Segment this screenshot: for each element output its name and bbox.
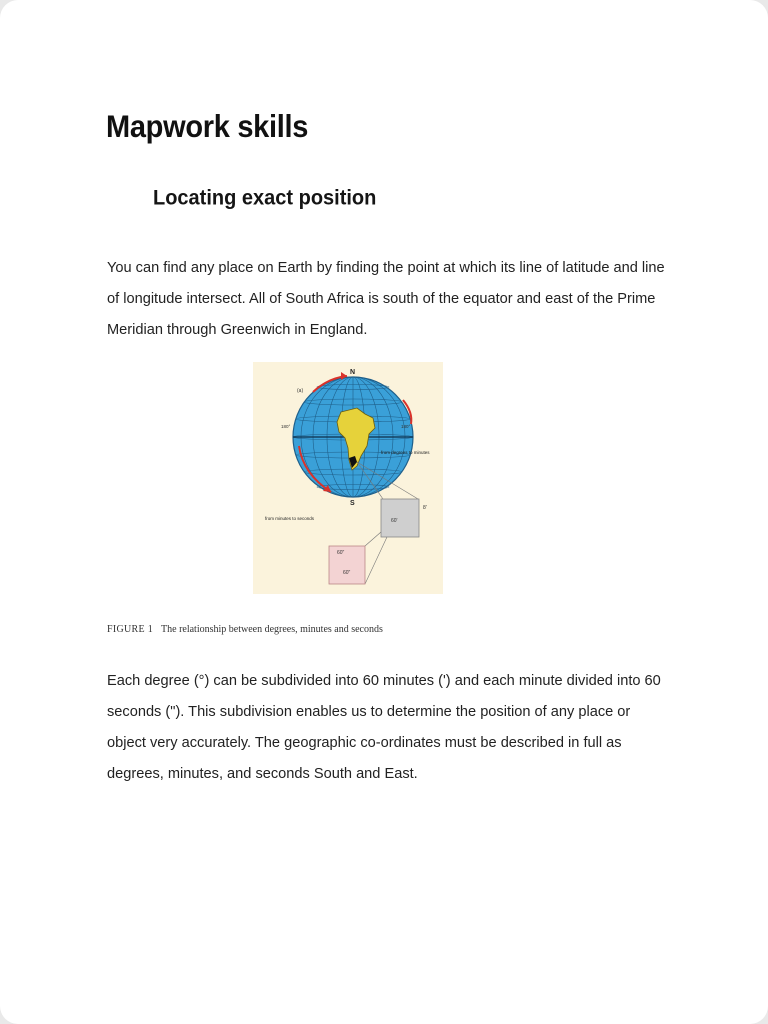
north-label: N <box>350 369 356 376</box>
box-seconds-inner-label: 60" <box>343 570 351 576</box>
intro-paragraph: You can find any place on Earth by finding the point at which its line of latitude and line of longitude intersect. All of South Africa is south of the equator and east of the Prime Meridian through Greenwich in England. <box>107 260 665 338</box>
figure-caption-text: The relationship between degrees, minutes and seconds <box>161 624 383 635</box>
box-seconds-top-label: 60" <box>337 550 345 556</box>
figure-caption <box>107 624 383 635</box>
figure-number: FIGURE 1 <box>107 624 154 635</box>
box-top-label: 8' <box>423 505 427 511</box>
label-180e: 180° <box>401 424 411 429</box>
south-label: S <box>350 500 355 507</box>
label-180w: 180° <box>281 424 291 429</box>
zoom-lines-2 <box>365 532 387 584</box>
seconds-box <box>329 546 365 584</box>
section-subtitle: Locating exact position <box>153 186 377 210</box>
globe-figure <box>253 362 443 594</box>
globe-diagram <box>253 362 443 594</box>
label-minutes-to-seconds: from minutes to seconds <box>265 516 315 521</box>
label-left-small: (a) <box>297 388 304 394</box>
box-deg-label: 60' <box>391 518 398 524</box>
subdivision-paragraph: Each degree (°) can be subdivided into 60 minutes (') and each minute divided into 60 seconds ("). This subdivision enables us to determine the position of any place or object very accurately. The geographic co-ordinates must be described in full as degrees, minutes, and seconds South and East. <box>107 673 661 782</box>
page-title: Mapwork skills <box>106 110 309 145</box>
label-degrees-to-minutes: from degrees to minutes <box>381 450 430 455</box>
minutes-box <box>381 499 419 537</box>
